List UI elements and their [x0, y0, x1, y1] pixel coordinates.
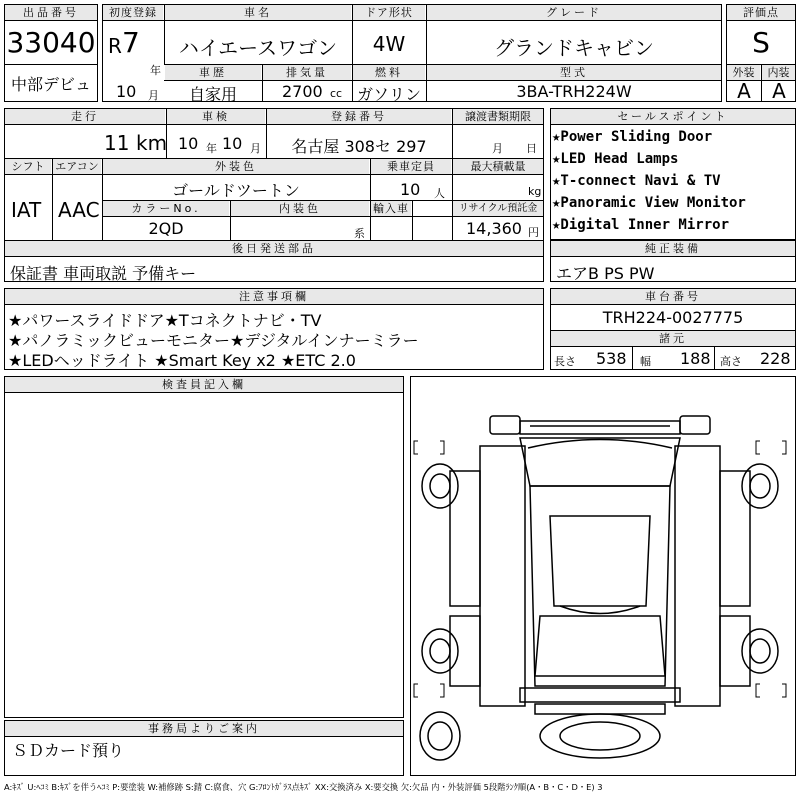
- aircon-label: エアコン: [53, 159, 101, 174]
- exterior-color-label: 外装色: [103, 159, 369, 174]
- inspection-month: 10: [222, 134, 243, 153]
- inspector-box: [4, 376, 404, 718]
- sales-point-item: ★T-connect Navi & TV: [552, 173, 721, 189]
- lot-label: 出品番号: [5, 5, 97, 20]
- office-value: ＳＤカード預り: [12, 741, 125, 760]
- color-no-label: カラーNo.: [103, 201, 229, 216]
- first-reg-era: R: [108, 34, 122, 58]
- door-value: 4W: [372, 32, 406, 56]
- sales-point-item: ★Panoramic View Monitor: [552, 195, 746, 211]
- rating-value: S: [752, 26, 770, 59]
- displacement-unit: cc: [330, 87, 343, 100]
- model-value: 3BA-TRH224W: [516, 82, 632, 101]
- car-diagram: [410, 376, 796, 776]
- mileage-value: 11: [104, 131, 130, 155]
- sales-point-item: ★Power Sliding Door: [552, 129, 713, 145]
- rating-label: 評価点: [727, 5, 795, 20]
- exterior-grade-value: A: [737, 79, 751, 103]
- grade-value: グランドキャビン: [494, 36, 654, 60]
- max-load-label: 最大積載量: [453, 159, 543, 174]
- capacity-label: 乗車定員: [371, 159, 451, 174]
- car-name-value: ハイエースワゴン: [178, 36, 338, 60]
- transfer-day-unit: 日: [526, 142, 537, 155]
- shift-label: シフト: [5, 159, 51, 174]
- first-reg-month-unit: 月: [148, 89, 159, 102]
- capacity-value: 10: [400, 180, 421, 199]
- history-label: 車歴: [165, 65, 261, 80]
- car-name-label: 車名: [165, 5, 351, 20]
- length-value: 538: [596, 349, 627, 368]
- recycle-label: リサイクル預託金: [453, 201, 543, 216]
- inspection-year: 10: [178, 134, 199, 153]
- inspection-year-unit: 年: [206, 142, 217, 155]
- import-label: 輸入車: [373, 202, 409, 215]
- first-reg-year: 7: [122, 26, 140, 59]
- plate-label: 登録番号: [267, 109, 451, 124]
- aircon-value: AAC: [58, 198, 100, 222]
- recycle-unit: 円: [528, 226, 539, 239]
- dims-label: 諸元: [551, 331, 795, 346]
- displacement-label: 排気量: [263, 65, 351, 80]
- door-label: ドア形状: [353, 5, 425, 20]
- sales-point-item: ★Digital Inner Mirror: [552, 217, 730, 233]
- mileage-unit: km: [136, 131, 168, 155]
- later-parts-value: 保証書 車両取説 予備キー: [10, 264, 197, 283]
- sales-points-label: セールスポイント: [551, 109, 795, 124]
- chassis-value: TRH224-0027775: [602, 308, 744, 327]
- genuine-equipment-value: エアB PS PW: [556, 264, 655, 283]
- notes-line: ★LEDヘッドライト ★Smart Key x2 ★ETC 2.0: [8, 351, 356, 370]
- venue-name: 中部デビュ: [10, 75, 91, 94]
- plate-value: 名古屋 308セ 297: [291, 137, 427, 156]
- width-label: 幅: [640, 355, 651, 368]
- legend-text: A:ｷｽﾞ U:ﾍｺﾐ B:ｷｽﾞを伴うﾍｺﾐ P:要塗装 W:補修跡 S:錆 C:腐食、穴 G:ﾌﾛﾝﾄｶﾞﾗｽ点ｷｽﾞ XX:交換済み X:要交換 欠:欠品 内・外装評価 5段階ﾗﾝｸ順(A・B・C・D・E) 3: [4, 782, 603, 792]
- transfer-month-unit: 月: [492, 142, 503, 155]
- color-no-value: 2QD: [148, 219, 184, 238]
- interior-color-unit: 系: [354, 227, 365, 240]
- exterior-grade-label: 外装: [727, 65, 760, 80]
- lot-number: 33040: [6, 26, 96, 59]
- interior-grade-value: A: [772, 79, 786, 103]
- chassis-label: 車台番号: [551, 289, 795, 304]
- history-value: 自家用: [188, 85, 237, 104]
- recycle-value: 14,360: [466, 219, 522, 238]
- shift-value: IAT: [11, 198, 42, 222]
- office-label: 事務局よりご案内: [5, 721, 403, 736]
- interior-color-label: 内装色: [231, 201, 369, 216]
- width-value: 188: [680, 349, 711, 368]
- length-label: 長さ: [554, 355, 576, 368]
- fuel-value: ガソリン: [356, 85, 421, 104]
- grade-label: グレード: [427, 5, 721, 20]
- interior-grade-label: 内装: [762, 65, 795, 80]
- notes-line: ★パノラミックビューモニター★デジタルインナーミラー: [8, 331, 419, 350]
- notes-line: ★パワースライドドア★Tコネクトナビ・TV: [8, 311, 322, 330]
- exterior-color-value: ゴールドツートン: [172, 181, 300, 200]
- transfer-deadline-label: 譲渡書類期限: [453, 109, 543, 124]
- sales-point-item: ★LED Head Lamps: [552, 151, 679, 167]
- later-parts-label: 後日発送部品: [5, 241, 543, 256]
- mileage-label: 走行: [5, 109, 165, 124]
- notes-label: 注意事項欄: [5, 289, 543, 304]
- capacity-unit: 人: [434, 187, 445, 200]
- max-load-unit: kg: [528, 185, 542, 198]
- fuel-label: 燃料: [353, 65, 425, 80]
- first-reg-label: 初度登録: [103, 5, 163, 20]
- inspection-month-unit: 月: [250, 142, 261, 155]
- height-value: 228: [760, 349, 791, 368]
- first-reg-year-unit: 年: [150, 64, 161, 77]
- first-reg-month: 10: [116, 82, 137, 101]
- inspector-label: 検査員記入欄: [5, 377, 403, 392]
- genuine-equipment-label: 純正装備: [551, 241, 795, 256]
- model-label: 型式: [427, 65, 721, 80]
- displacement-value: 2700: [282, 82, 323, 101]
- height-label: 高さ: [720, 355, 742, 368]
- inspection-label: 車検: [167, 109, 265, 124]
